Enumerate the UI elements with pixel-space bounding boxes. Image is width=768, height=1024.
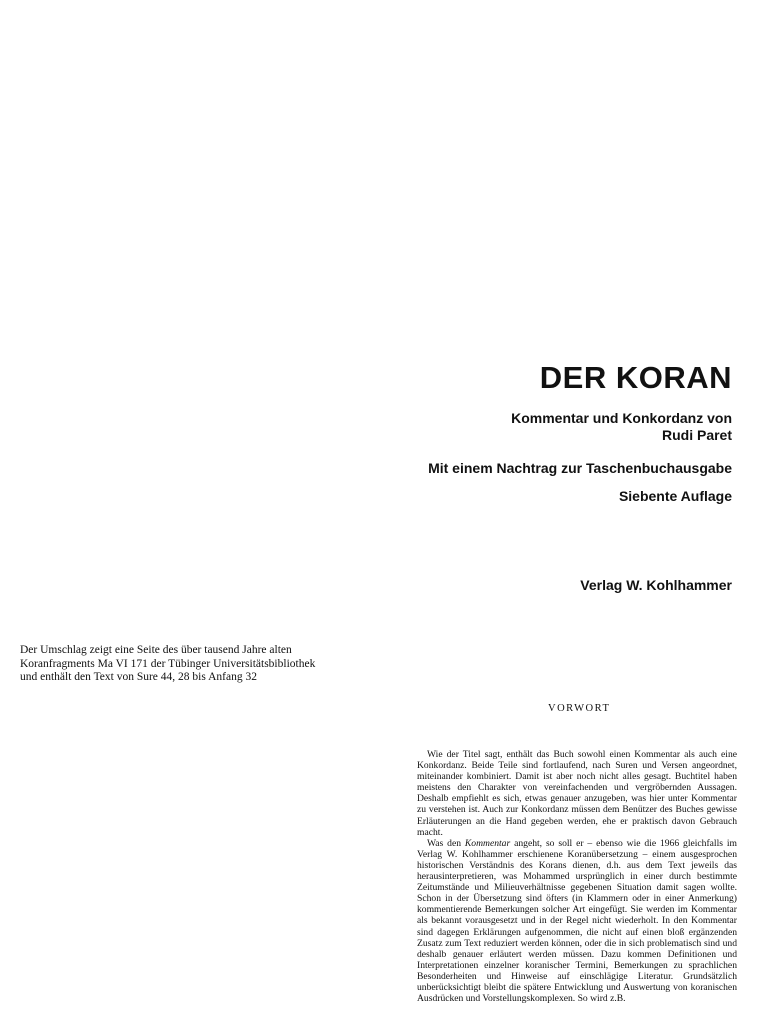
subtitle-line-1: Kommentar und Konkordanz von [511,410,732,426]
paragraph-2-text: angeht, so soll er – ebenso wie die 1966 gleichfalls im Verlag W. Kohlhammer erschienene Koranübersetzung – einem ausgesprochen historischen Verständnis des Korans dienen, d.h. aus dem Text jeweils das herausinterpretieren, was Mohammed ursprünglich in einer durch bestimmte Zeitumstände und Milieuverhältnisse gegebenen Situation damit sagen wollte. Schon in der Übersetzung sind öfters (in Klammern oder in einer Anmerkung) kommentierende Bemerkungen solcher Art eingefügt. Sie werden im Kommentar als bekannt vorausgesetzt und in der Regel nicht wiederholt. In den Kommentar sind dagegen Erklärungen aufgenommen, die nicht auf einen bloß ergänzenden Zusatz zum Text reduziert werden können, oder die in sich problematisch sind und deshalb genauer erläutert werden müssen. Dazu kommen Definitionen und Interpretationen einzelner koranischer Termini, Bemerkungen zu sprachlichen Besonderheiten und Hinweise auf einschlägige Literatur. Grundsätzlich unberücksichtigt bleibt die spätere Entwicklung und Auswertung von koranischen Ausdrücken und Vorstellungskomplexen. So wird z.B. [417,837,738,1005]
author-name: Rudi Paret [661,427,732,443]
edition-label: Siebente Auflage [618,488,732,504]
title-block [312,360,732,504]
foreword-paragraph-1: Wie der Titel sagt, enthält das Buch sowohl einen Kommentar als auch eine Konkordanz. Beide Teile sind fortlaufend, nach Suren und Versen angeordnet, miteinander kombiniert. Damit ist aber noch nicht alles gesagt. Buchtitel haben meistens den Charakter von vereinfachenden und vergröbernden Aussagen. Deshalb empfiehlt es sich, etwas genauer anzugeben, was hier unter Kommentar zu verstehen ist. Auch zur Konkordanz müssen dem Benützer des Buches gewisse Erläuterungen an die Hand gegeben werden, ehe er praktisch davon Gebrauch macht. [417,749,737,838]
cover-note [20,644,350,685]
kommentar-term: Kommentar [464,837,511,849]
supplement-note: Mit einem Nachtrag zur Taschenbuchausgabe [428,460,732,476]
cover-note-line: Der Umschlag zeigt eine Seite des über tausend Jahre alten [20,644,292,656]
foreword-paragraph-2 [417,838,737,1004]
book-title: DER KORAN [539,360,732,395]
foreword-heading: VORWORT [548,703,611,714]
cover-note-line: und enthält den Text von Sure 44, 28 bis Anfang 32 [20,671,257,683]
publisher-name: Verlag W. Kohlhammer [580,577,732,593]
paragraph-2-prefix: Was den [427,837,465,849]
cover-note-line: Koranfragments Ma VI 171 der Tübinger Universitätsbibliothek [20,657,316,670]
foreword-body [417,749,737,1004]
